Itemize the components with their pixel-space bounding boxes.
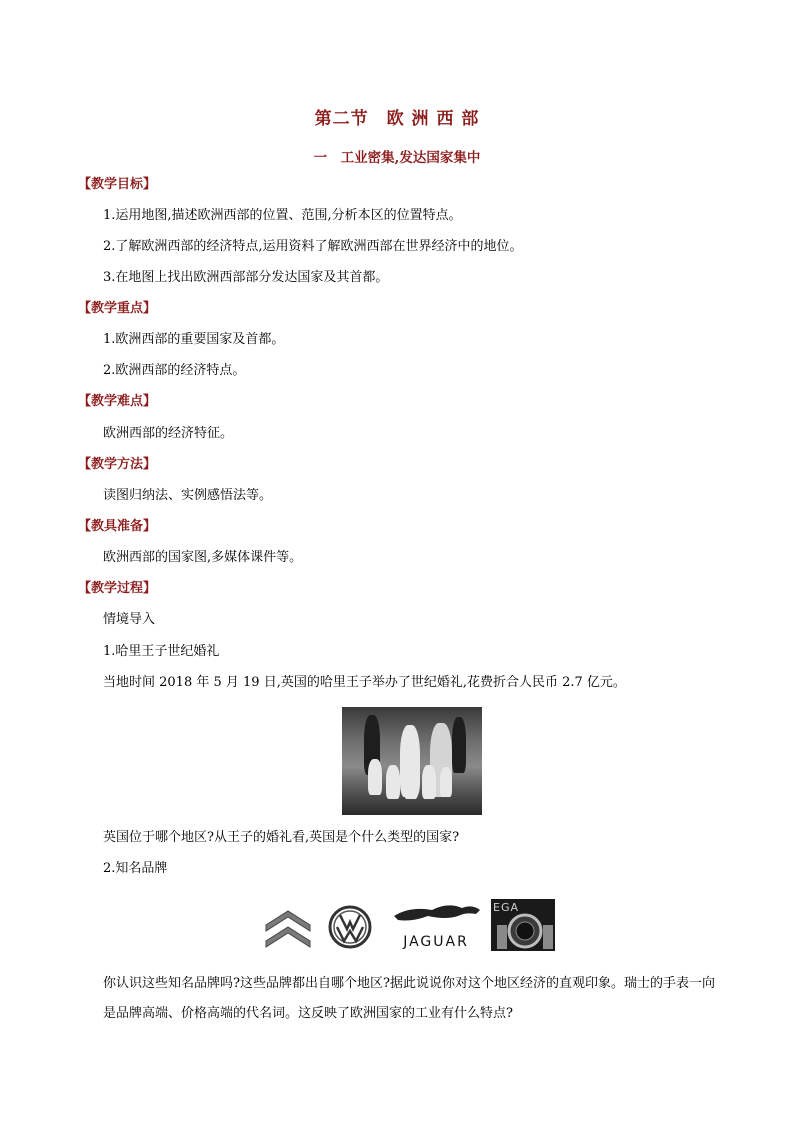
difficulty-heading: 【教学难点】 xyxy=(78,394,157,409)
item-2-title: 2.知名品牌 xyxy=(103,861,168,876)
item-1-question: 英国位于哪个地区?从王子的婚礼看,英国是个什么类型的国家? xyxy=(103,830,460,845)
page-title: 第二节 欧 洲 西 部 xyxy=(314,109,480,129)
tools-heading: 【教具准备】 xyxy=(78,519,157,534)
goal-2: 2.了解欧洲西部的经济特点,运用资料了解欧洲西部在世界经济中的地位。 xyxy=(103,239,523,254)
brands-question: 你认识这些知名品牌吗?这些品牌都出自哪个地区?据此说说你对这个地区经济的直观印象。瑞士的手表一向是品牌高端、价格高端的代名词。这反映了欧洲国家的工业有什么特点? xyxy=(103,976,715,1021)
item-1-text: 当地时间 2018 年 5 月 19 日,英国的哈里王子举办了世纪婚礼,花费折合人民币 2.7 亿元。 xyxy=(103,675,626,690)
method-heading: 【教学方法】 xyxy=(78,457,157,472)
goal-3: 3.在地图上找出欧洲西部部分发达国家及其首都。 xyxy=(103,270,389,285)
intro-text: 情境导入 xyxy=(103,612,156,627)
volkswagen-logo xyxy=(328,905,372,949)
item-1-title: 1.哈里王子世纪婚礼 xyxy=(103,644,220,659)
jaguar-wordmark: JAGUAR xyxy=(403,934,469,950)
omega-wordmark: EGA xyxy=(493,901,519,914)
goal-1: 1.运用地图,描述欧洲西部的位置、范围,分析本区的位置特点。 xyxy=(103,208,462,223)
key-point-1: 1.欧洲西部的重要国家及首都。 xyxy=(103,332,285,347)
omega-watch-logo xyxy=(491,899,555,951)
process-heading: 【教学过程】 xyxy=(78,581,157,596)
key-point-2: 2.欧洲西部的经济特点。 xyxy=(103,363,246,378)
section-subtitle: 一 工业密集,发达国家集中 xyxy=(313,150,481,166)
method-text: 读图归纳法、实例感悟法等。 xyxy=(103,488,273,503)
difficulty-text: 欧洲西部的经济特征。 xyxy=(103,426,234,441)
jaguar-logo xyxy=(388,898,484,952)
citroen-logo xyxy=(262,905,314,951)
tools-text: 欧洲西部的国家图,多媒体课件等。 xyxy=(103,550,303,565)
wedding-photo xyxy=(342,707,482,815)
goals-heading: 【教学目标】 xyxy=(78,177,157,192)
key-points-heading: 【教学重点】 xyxy=(78,301,157,316)
